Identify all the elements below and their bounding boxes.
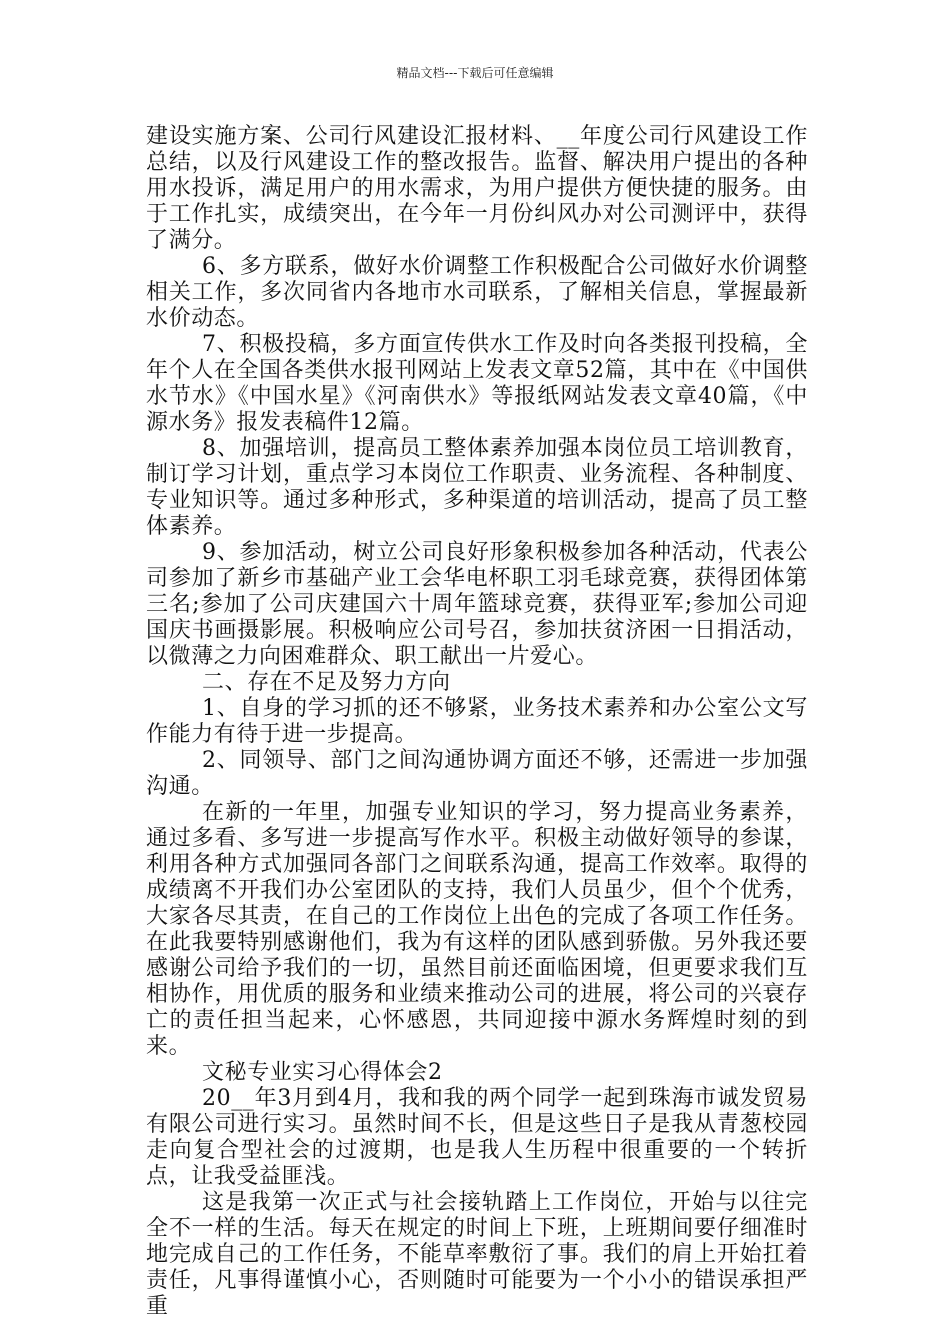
article-title-2: 文秘专业实习心得体会2 xyxy=(202,1060,443,1085)
paragraph-item-7: 7、积极投稿，多方面宣传供水工作及时向各类报刊投稿，全年个人在全国各类供水报刊网站上发表文章52篇，其中在《中国供水节水》《中国水星》《河南供水》等报纸网站发表文章40篇，《中源水务》报发表稿件12篇。 xyxy=(146,332,808,435)
paragraph-continuation: 建设实施方案、公司行风建设汇报材料、__年度公司行风建设工作总结，以及行风建设工作的整改报告。监督、解决用户提出的各种用水投诉，满足用户的用水需求，为用户提供方便快捷的服务。由于工作扎实，成绩突出，在今年一月份纠风办对公司测评中，获得了满分。 xyxy=(146,124,808,253)
page-header: 精品文档---下载后可任意编辑 xyxy=(396,66,554,80)
paragraph-shortcoming-1: 1、自身的学习抓的还不够紧，业务技术素养和办公室公文写作能力有待于进一步提高。 xyxy=(146,696,808,747)
section-heading-shortcomings: 二、存在不足及努力方向 xyxy=(202,670,451,695)
paragraph-shortcoming-2: 2、同领导、部门之间沟通协调方面还不够，还需进一步加强沟通。 xyxy=(146,748,808,799)
paragraph-internship-intro: 20__年3月到4月，我和我的两个同学一起到珠海市诚发贸易有限公司进行实习。虽然时间不长，但是这些日子是我从青葱校园走向复合型社会的过渡期，也是我人生历程中很重要的一个转折点，让我受益匪浅。 xyxy=(146,1086,808,1189)
paragraph-item-9: 9、参加活动，树立公司良好形象积极参加各种活动，代表公司参加了新乡市基础产业工会华电杯职工羽毛球竞赛，获得团体第三名;参加了公司庆建国六十周年篮球竞赛，获得亚军;参加公司迎国庆书画摄影展。积极响应公司号召，参加扶贫济困一日捐活动，以微薄之力向困难群众、职工献出一片爱心。 xyxy=(146,540,808,669)
document-body xyxy=(146,124,808,1320)
paragraph-item-8: 8、加强培训，提高员工整体素养加强本岗位员工培训教育，制订学习计划，重点学习本岗位工作职责、业务流程、各种制度、专业知识等。通过多种形式，多种渠道的培训活动，提高了员工整体素养。 xyxy=(146,436,808,539)
paragraph-item-6: 6、多方联系，做好水价调整工作积极配合公司做好水价调整相关工作，多次同省内各地市水司联系，了解相关信息，掌握最新水价动态。 xyxy=(146,254,808,331)
paragraph-internship-experience: 这是我第一次正式与社会接轨踏上工作岗位，开始与以往完全不一样的生活。每天在规定的时间上下班，上班期间要仔细准时地完成自己的工作任务，不能草率敷衍了事。我们的肩上开始扛着责任，凡事得谨慎小心，否则随时可能要为一个小小的错误承担严重 xyxy=(146,1190,808,1319)
paragraph-outlook: 在新的一年里，加强专业知识的学习，努力提高业务素养，通过多看、多写进一步提高写作水平。积极主动做好领导的参谋，利用各种方式加强同各部门之间联系沟通，提高工作效率。取得的成绩离不开我们办公室团队的支持，我们人员虽少，但个个优秀，大家各尽其责，在自己的工作岗位上出色的完成了各项工作任务。在此我要特别感谢他们，我为有这样的团队感到骄傲。另外我还要感谢公司给予我们的一切，虽然目前还面临困境，但更要求我们互相协作，用优质的服务和业绩来推动公司的进展，将公司的兴衰存亡的责任担当起来，心怀感恩，共同迎接中源水务辉煌时刻的到来。 xyxy=(146,800,808,1059)
